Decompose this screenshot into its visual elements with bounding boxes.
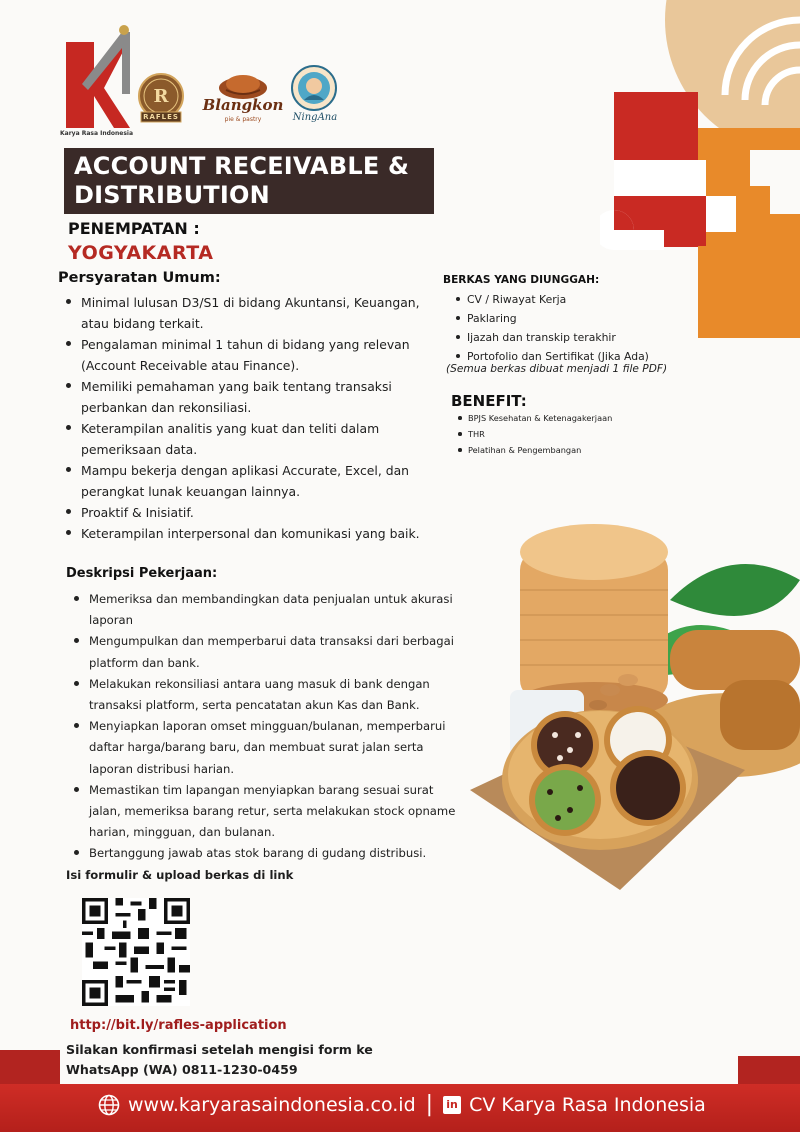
job-title-banner (64, 148, 434, 214)
placement-city: YOGYAKARTA (68, 242, 214, 264)
pastry-food-image (470, 520, 800, 900)
list-item: Bertanggung jawab atas stok barang di gudang distribusi. (74, 843, 464, 864)
list-item: CV / Riwayat Kerja (456, 290, 649, 309)
decorative-bottom-right-block (738, 1056, 800, 1084)
globe-icon (98, 1094, 120, 1116)
confirmation-line1: Silakan konfirmasi setelah mengisi form ke (66, 1042, 373, 1057)
list-item: Memastikan tim lapangan menyiapkan barang sesuai surat jalan, memeriksa barang retur, serta melakukan stock opname harian, mingguan, dan bulanan. (74, 780, 464, 844)
blangkon-logo (198, 70, 288, 128)
karya-rasa-logo (64, 24, 132, 134)
list-item: Pelatihan & Pengembangan (458, 442, 612, 458)
linkedin-icon: in (443, 1096, 461, 1114)
job-title-line1: ACCOUNT RECEIVABLE & (74, 152, 410, 180)
list-item: Memiliki pemahaman yang baik tentang transaksi perbankan dan rekonsiliasi. (66, 376, 436, 418)
rafles-logo (137, 70, 185, 128)
footer-website[interactable]: www.karyarasaindonesia.co.id (128, 1094, 416, 1116)
footer-content (98, 1094, 706, 1116)
list-item: Ijazah dan transkip terakhir (456, 328, 649, 347)
svg-text:R: R (153, 86, 169, 107)
confirmation-text (66, 1040, 396, 1080)
rafles-logo-text: RAFLES (143, 113, 179, 121)
list-item: Melakukan rekonsiliasi antara uang masuk di bank dengan transaksi platform, serta pencatatan akun Kas dan Bank. (74, 674, 464, 716)
list-item: Portofolio dan Sertifikat (Jika Ada) (456, 347, 649, 366)
benefit-heading: BENEFIT: (451, 392, 527, 410)
blangkon-logo-sub: pie & pastry (224, 116, 262, 123)
qr-code[interactable] (82, 898, 190, 1006)
karya-rasa-caption: Karya Rasa Indonesia (60, 130, 134, 137)
footer-linkedin[interactable]: CV Karya Rasa Indonesia (469, 1094, 706, 1116)
list-item: Mengumpulkan dan memperbarui data transaksi dari berbagai platform dan bank. (74, 631, 464, 673)
list-item: Menyiapkan laporan omset mingguan/bulanan, memperbarui daftar harga/barang baru, dan membuat surat jalan serta laporan distribusi harian. (74, 716, 464, 780)
placement-label: PENEMPATAN : (68, 219, 200, 238)
documents-list (456, 290, 649, 366)
job-description-list (74, 589, 464, 865)
footer-separator: | (425, 1092, 434, 1117)
requirements-heading: Persyaratan Umum: (58, 270, 221, 286)
documents-note: (Semua berkas dibuat menjadi 1 file PDF) (446, 363, 668, 375)
list-item: Keterampilan interpersonal dan komunikasi yang baik. (66, 523, 436, 544)
ningana-logo (290, 64, 340, 126)
job-title-line2: DISTRIBUTION (74, 181, 270, 209)
blangkon-logo-text: Blangkon (202, 96, 284, 114)
list-item: Proaktif & Inisiatif. (66, 502, 436, 523)
list-item: Paklaring (456, 309, 649, 328)
list-item: Mampu bekerja dengan aplikasi Accurate, Excel, dan perangkat lunak keuangan lainnya. (66, 460, 436, 502)
list-item: THR (458, 426, 612, 442)
confirmation-line2: WhatsApp (WA) 0811-1230-0459 (66, 1062, 298, 1077)
ningana-logo-text: NingAna (292, 112, 338, 123)
list-item: Memeriksa dan membandingkan data penjualan untuk akurasi laporan (74, 589, 464, 631)
decorative-bottom-left-block (0, 1050, 60, 1084)
benefit-list (458, 410, 612, 458)
footer-bar (0, 1084, 800, 1132)
decorative-shapes (600, 0, 800, 340)
list-item: Minimal lulusan D3/S1 di bidang Akuntansi, Keuangan, atau bidang terkait. (66, 292, 436, 334)
job-description-heading: Deskripsi Pekerjaan: (66, 566, 218, 581)
list-item: Pengalaman minimal 1 tahun di bidang yang relevan (Account Receivable atau Finance). (66, 334, 436, 376)
documents-heading: BERKAS YANG DIUNGGAH: (443, 274, 600, 286)
job-title (74, 152, 424, 210)
list-item: BPJS Kesehatan & Ketenagakerjaan (458, 410, 612, 426)
list-item: Keterampilan analitis yang kuat dan teliti dalam pemeriksaan data. (66, 418, 436, 460)
form-instruction: Isi formulir & upload berkas di link (66, 868, 294, 882)
application-link[interactable]: http://bit.ly/rafles-application (70, 1018, 287, 1033)
requirements-list (66, 292, 436, 544)
